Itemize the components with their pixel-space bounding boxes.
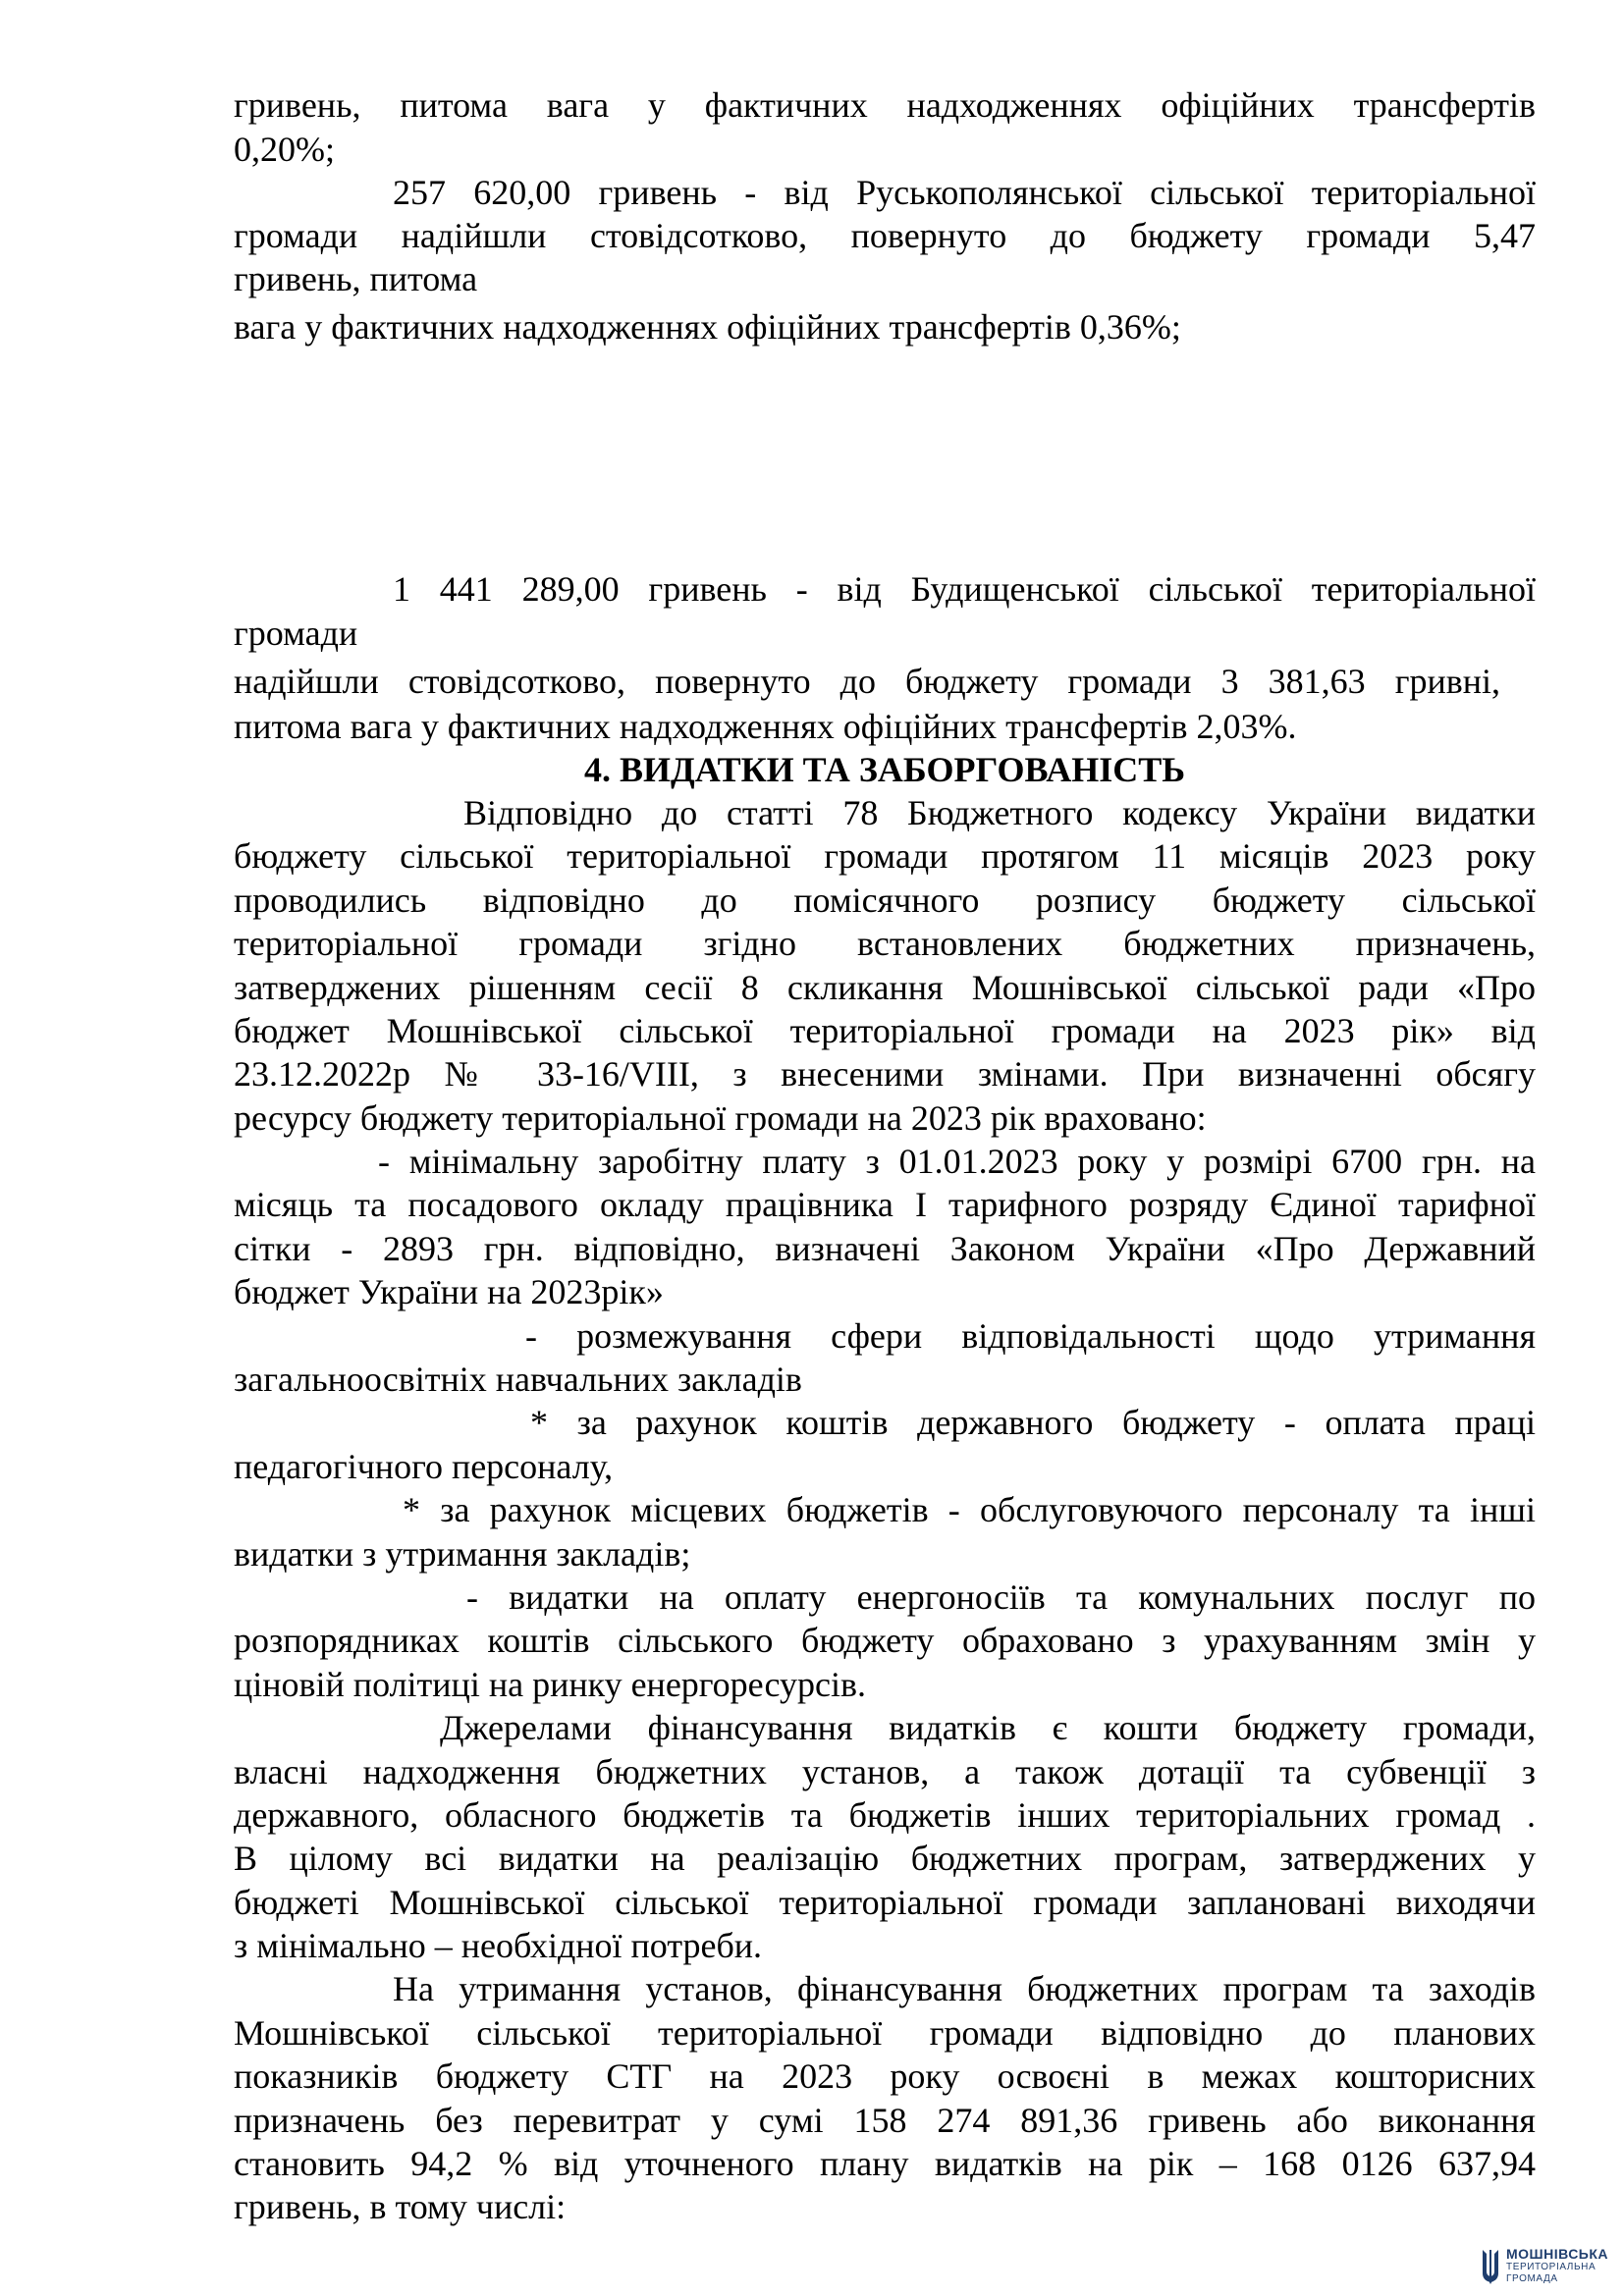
text-line: з мінімально – необхідної потреби. <box>234 1926 763 1965</box>
text-line: бюджет України на 2023рік» <box>234 1272 664 1311</box>
text-line: проводились відповідно до помісячного розпису бюджету сільської <box>234 881 1536 920</box>
trident-icon <box>1480 2248 1501 2285</box>
text-line: 23.12.2022р № 33-16/VIII, з внесеними змінами. При визначенні обсягу <box>234 1054 1536 1094</box>
text-line: 0,20%; <box>234 130 335 169</box>
text-line: 1 441 289,00 гривень - від Будищенської сільської територіальної <box>393 569 1536 609</box>
text-line: 257 620,00 гривень - від Руськополянської сільської територіальної <box>393 173 1536 212</box>
text-line: власні надходження бюджетних установ, а також дотації та субвенції з <box>234 1752 1536 1791</box>
text-line: сітки - 2893 грн. відповідно, визначені Законом України «Про Державний <box>234 1229 1536 1268</box>
text-line: розпорядниках коштів сільського бюджету обраховано з урахуванням змін у <box>234 1621 1536 1660</box>
text-line: гривень, питома <box>234 259 478 298</box>
text-line: видатки з утримання закладів; <box>234 1534 691 1574</box>
text-line: - видатки на оплату енергоносіїв та комунальних послуг по <box>466 1577 1536 1617</box>
text-line: становить 94,2 % від уточненого плану видатків на рік – 168 0126 637,94 <box>234 2144 1536 2183</box>
text-line: Джерелами фінансування видатків є кошти бюджету громади, <box>440 1708 1536 1747</box>
text-line: загальноосвітніх навчальних закладів <box>234 1360 802 1399</box>
text-line: затверджених рішенням сесії 8 скликання Мошнівської сільської ради «Про <box>234 968 1536 1007</box>
text-line: * за рахунок коштів державного бюджету - оплата праці <box>530 1403 1536 1442</box>
text-line: питома вага у фактичних надходженнях офіційних трансфертів 2,03%. <box>234 707 1297 746</box>
text-line: надійшли стовідсотково, повернуто до бюджету громади 3 381,63 гривні, <box>234 662 1500 701</box>
text-line: На утримання установ, фінансування бюджетних програм та заходів <box>393 1969 1536 2008</box>
text-line: призначень без перевитрат у сумі 158 274 891,36 гривень або виконання <box>234 2101 1536 2140</box>
text-line: - мінімальну заробітну плату з 01.01.2023 року у розмірі 6700 грн. на <box>378 1142 1536 1181</box>
text-line: - розмежування сфери відповідальності щодо утримання <box>525 1316 1536 1356</box>
text-line: ціновій політиці на ринку енергоресурсів. <box>234 1665 867 1704</box>
text-line: бюджет Мошнівської сільської територіальної громади на 2023 рік» від <box>234 1011 1536 1050</box>
text-line: В цілому всі видатки на реалізацію бюджетних програм, затверджених у <box>234 1839 1536 1878</box>
text-line: бюджеті Мошнівської сільської територіальної громади заплановані виходячи <box>234 1883 1536 1922</box>
text-line: громади <box>234 614 358 653</box>
watermark-subtitle: ТЕРИТОРІАЛЬНА <box>1506 2262 1597 2272</box>
watermark-title: МОШНІВСЬКА <box>1506 2246 1609 2262</box>
text-line: гривень, питома вага у фактичних надходженнях офіційних трансфертів <box>234 85 1536 125</box>
text-line: державного, обласного бюджетів та бюджетів інших територіальних громад . <box>234 1795 1536 1835</box>
text-line: місяць та посадового окладу працівника І тарифного розряду Єдиної тарифної <box>234 1185 1536 1224</box>
text-line: педагогічного персоналу, <box>234 1447 614 1486</box>
section-heading: 4. ВИДАТКИ ТА ЗАБОРГОВАНІСТЬ <box>583 750 1186 789</box>
text-line: громади надійшли стовідсотково, повернуто до бюджету громади 5,47 <box>234 216 1536 255</box>
text-line: Відповідно до статті 78 Бюджетного кодексу України видатки <box>463 793 1536 832</box>
text-line: ресурсу бюджету територіальної громади на 2023 рік враховано: <box>234 1098 1207 1138</box>
watermark-subtitle: ГРОМАДА <box>1506 2273 1558 2284</box>
text-line: Мошнівської сільської територіальної громади відповідно до планових <box>234 2013 1536 2053</box>
text-line: бюджету сільської територіальної громади протягом 11 місяців 2023 року <box>234 836 1536 876</box>
text-line: вага у фактичних надходженнях офіційних трансфертів 0,36%; <box>234 307 1181 347</box>
text-line: * за рахунок місцевих бюджетів - обслуговуючого персоналу та інші <box>403 1490 1536 1529</box>
text-line: показників бюджету СТГ на 2023 року освоєні в межах кошторисних <box>234 2056 1536 2096</box>
text-line: територіальної громади згідно встановлених бюджетних призначень, <box>234 924 1536 963</box>
text-line: гривень, в тому числі: <box>234 2187 567 2226</box>
